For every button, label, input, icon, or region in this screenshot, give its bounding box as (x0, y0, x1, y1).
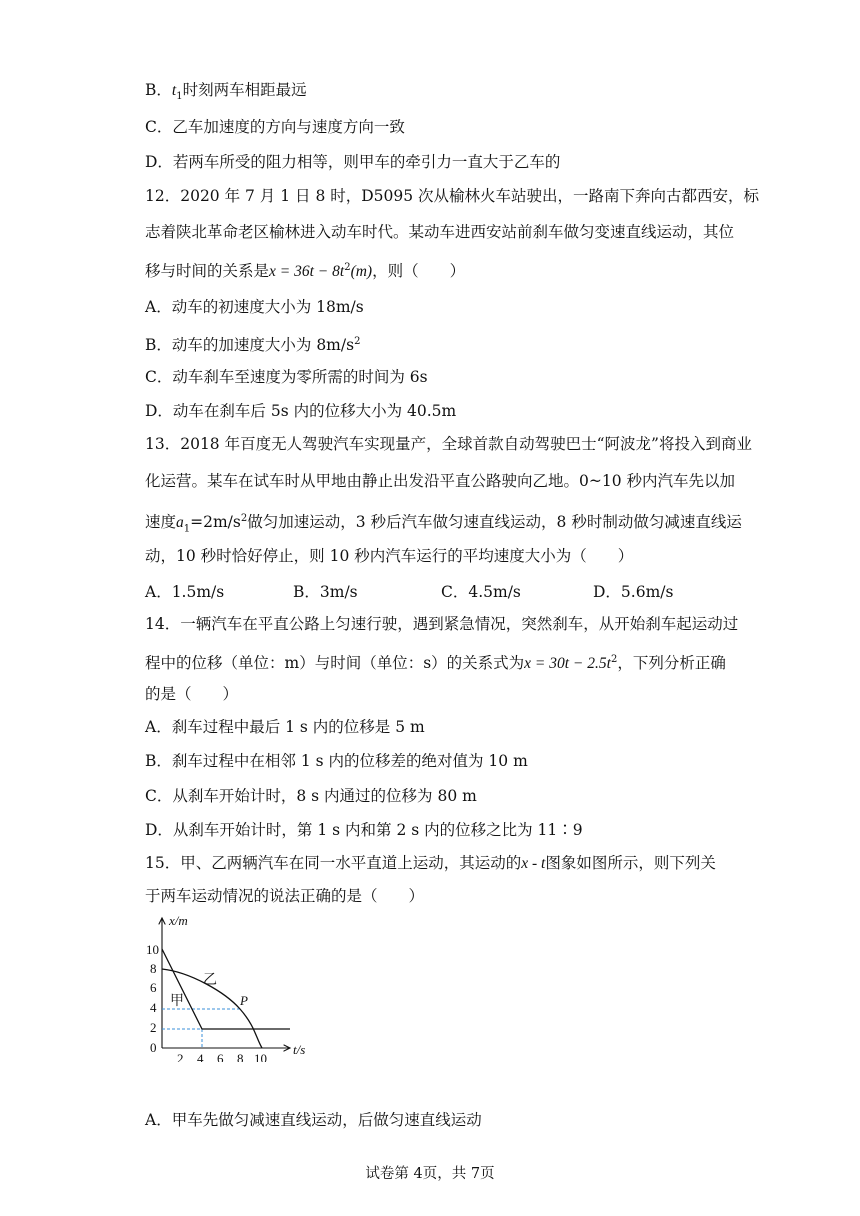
q12-stem-line1: 12．2020 年 7 月 1 日 8 时，D5095 次从榆林火车站驶出，一路南下奔向古都西安，标 (145, 187, 760, 205)
q12-formula: x = 36t − 8t (269, 263, 345, 281)
q13-stem-line1: 13．2018 年百度无人驾驶汽车实现量产，全球首款自动驾驶巴士“阿波龙”将投入到商业 (145, 435, 752, 453)
q15-option-a: A．甲车先做匀减速直线运动，后做匀速直线运动 (145, 1111, 482, 1129)
y-axis-label: x/m (169, 913, 188, 928)
x-tick-4: 4 (197, 1051, 204, 1062)
q13-option-c: C．4.5m/s (441, 583, 521, 601)
label-yi: 乙 (203, 973, 217, 988)
q14-stem-line1: 14．一辆汽车在平直公路上匀速行驶，遇到紧急情况，突然刹车，从开始刹车起运动过 (145, 615, 739, 633)
y-tick-6: 6 (150, 980, 157, 995)
x-axis-label: t/s (293, 1042, 306, 1057)
q12-option-b: B．动车的加速度大小为 $8m/s^2$ (145, 336, 361, 355)
q13-option-b: B．3m/s (293, 583, 358, 601)
q14-stem-line3: 的是（ ） (145, 685, 239, 703)
label-p: P (240, 993, 248, 1008)
q13-stem-line4: 动，10 秒时恰好停止，则 10 秒内汽车运行的平均速度大小为（ ） (145, 547, 634, 565)
q14-option-a: A．刹车过程中最后 1 s 内的位移是 5 m (145, 718, 425, 736)
q12-option-c: C．动车刹车至速度为零所需的时间为 6s (145, 368, 428, 386)
q13-option-d: D．5.6m/s (593, 583, 674, 601)
q12-stem-line2: 志着陕北革命老区榆林进入动车时代。某动车进西安站前刹车做匀变速直线运动，其位 (145, 223, 735, 241)
label-jia: 甲 (170, 994, 184, 1009)
q12-option-d: D．动车在刹车后 5s 内的位移大小为 40.5m (145, 402, 457, 420)
curve-jia (162, 949, 290, 1029)
x-tick-8: 8 (237, 1051, 244, 1062)
x-tick-6: 6 (217, 1051, 224, 1062)
y-tick-8: 8 (150, 961, 157, 976)
y-tick-2: 2 (150, 1020, 157, 1035)
y-tick-4: 4 (150, 1000, 157, 1015)
q15-stem-line1: 15．甲、乙两辆汽车在同一水平直道上运动，其运动的x - t图象如图所示，则下列关 (145, 854, 716, 872)
q13-stem-line2: 化运营。某车在试车时从甲地由静止出发沿平直公路驶向乙地。0~10 秒内汽车先以加 (145, 472, 736, 490)
page-footer: 试卷第 4页，共 7页 (365, 1166, 495, 1182)
q11-option-c: C．乙车加速度的方向与速度方向一致 (145, 118, 405, 136)
xt-graph (140, 912, 330, 1062)
y-tick-10: 10 (146, 942, 159, 957)
q14-option-d: D．从刹车开始计时，第 1 s 内和第 2 s 内的位移之比为 11∶9 (145, 821, 583, 839)
q14-stem-line2: 程中的位移（单位：m）与时间（单位：s）的关系式为$x = 30t - 2.5t^2$，下列分析正确 (145, 654, 726, 673)
x-tick-2: 2 (177, 1051, 184, 1062)
q15-stem-line2: 于两车运动情况的说法正确的是（ ） (145, 887, 425, 905)
q13-option-a: A．1.5m/s (145, 583, 225, 601)
q11-option-d: D．若两车所受的阻力相等，则甲车的牵引力一直大于乙车的 (145, 153, 561, 171)
q12-option-a: A．动车的初速度大小为 18m/s (145, 298, 364, 316)
q11-option-b: B．$t_1$时刻两车相距最远 (145, 81, 307, 103)
y-tick-0: 0 (150, 1040, 157, 1055)
q14-formula: x = 30t − 2.5t (524, 655, 611, 673)
q14-option-b: B．刹车过程中在相邻 1 s 内的位移差的绝对值为 10 m (145, 752, 528, 770)
q14-option-c: C．从刹车开始计时，8 s 内通过的位移为 80 m (145, 787, 477, 805)
q12-stem-line3: 移与时间的关系是$x = 36t - 8t^2(m)$，则（ ） (145, 262, 466, 281)
q13-stem-line3: 速度$a_1=2m/s^2$做匀加速运动，3 秒后汽车做匀速直线运动，8 秒时制动做匀减速直线运 (145, 513, 742, 535)
x-tick-10: 10 (254, 1051, 267, 1062)
